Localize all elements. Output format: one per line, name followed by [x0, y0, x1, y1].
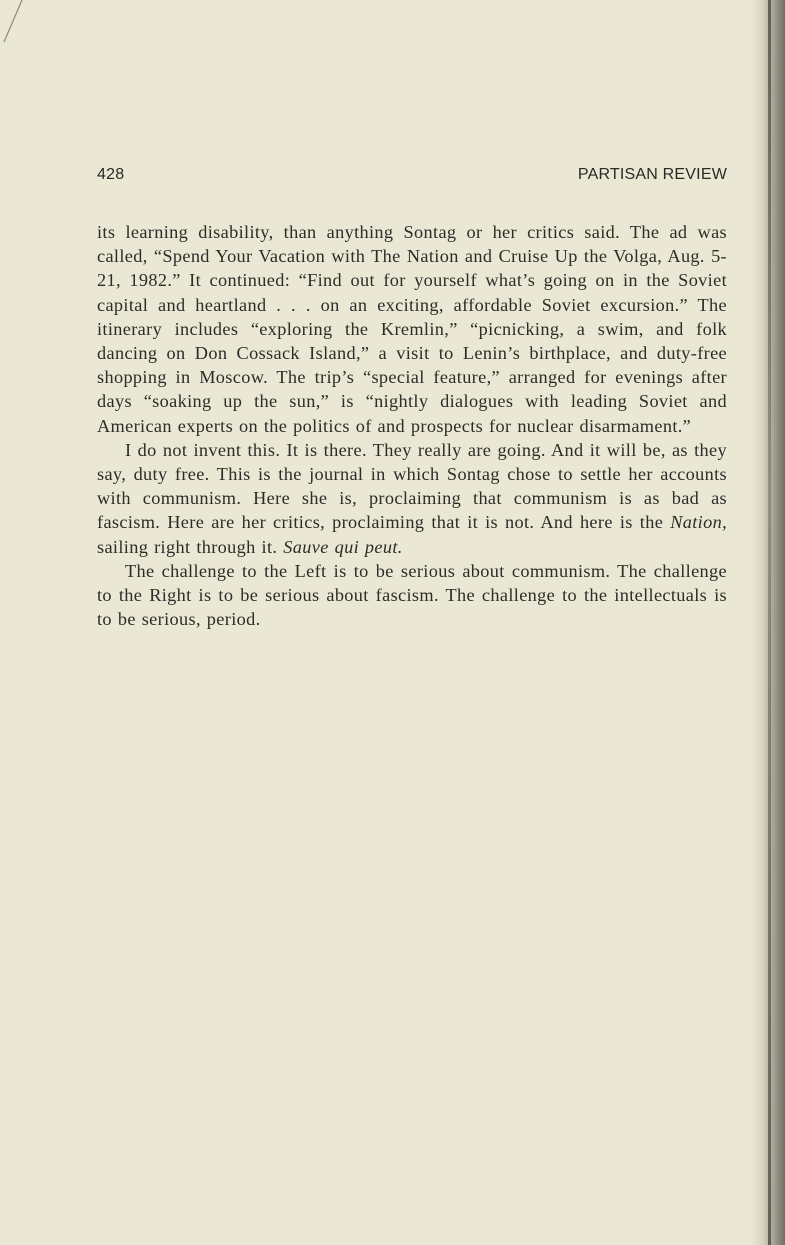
- corner-crease-mark: [0, 0, 30, 60]
- paragraph-3: [97, 559, 727, 632]
- text-run: I do not invent this. It is there. They really are going. And it will be, as they say, duty free. This is the journal in which Sontag chose to settle her accounts with communism. Here she is, proclaiming that communism is as bad as fascism. Here are her critics, proclaiming that it is not. And here is the: [97, 439, 727, 533]
- page-fold-edge: [768, 0, 771, 1245]
- body-text: [97, 220, 727, 631]
- paragraph-2: [97, 438, 727, 559]
- text-run: The challenge to the Left is to be serious about communism. The challenge to the Right is to be serious about fascism. The challenge to the intellectuals is to be serious, period.: [97, 560, 727, 630]
- page-number: 428: [97, 166, 125, 183]
- journal-name-italic: Nation,: [670, 512, 727, 533]
- text-run: its learning disability, than anything Sontag or her critics said. The ad was called, “Spend Your Vacation with The Nation and Cruise Up the Volga, Aug. 5-21, 1982.” It continued: “Find out for yourself what’s going on in the Soviet capital and heartland . . . on an exciting, affordable Soviet excursion.” The itinerary includes “exploring the Kremlin,” “picnicking, a swim, and folk dancing on Don Cossack Island,” a visit to Lenin’s birthplace, and duty-free shopping in Moscow. The trip’s “special feature,” arranged for evenings after days “soaking up the sun,” is “nightly dialogues with leading Soviet and American experts on the politics of and prospects for nuclear disarmament.”: [97, 222, 727, 436]
- paragraph-1: [97, 220, 727, 438]
- journal-title: PARTISAN REVIEW: [577, 166, 727, 183]
- sauve-qui-peut-italic: Sauve qui peut.: [283, 536, 403, 557]
- running-head: [97, 166, 727, 188]
- text-run: sailing right through it.: [97, 536, 284, 557]
